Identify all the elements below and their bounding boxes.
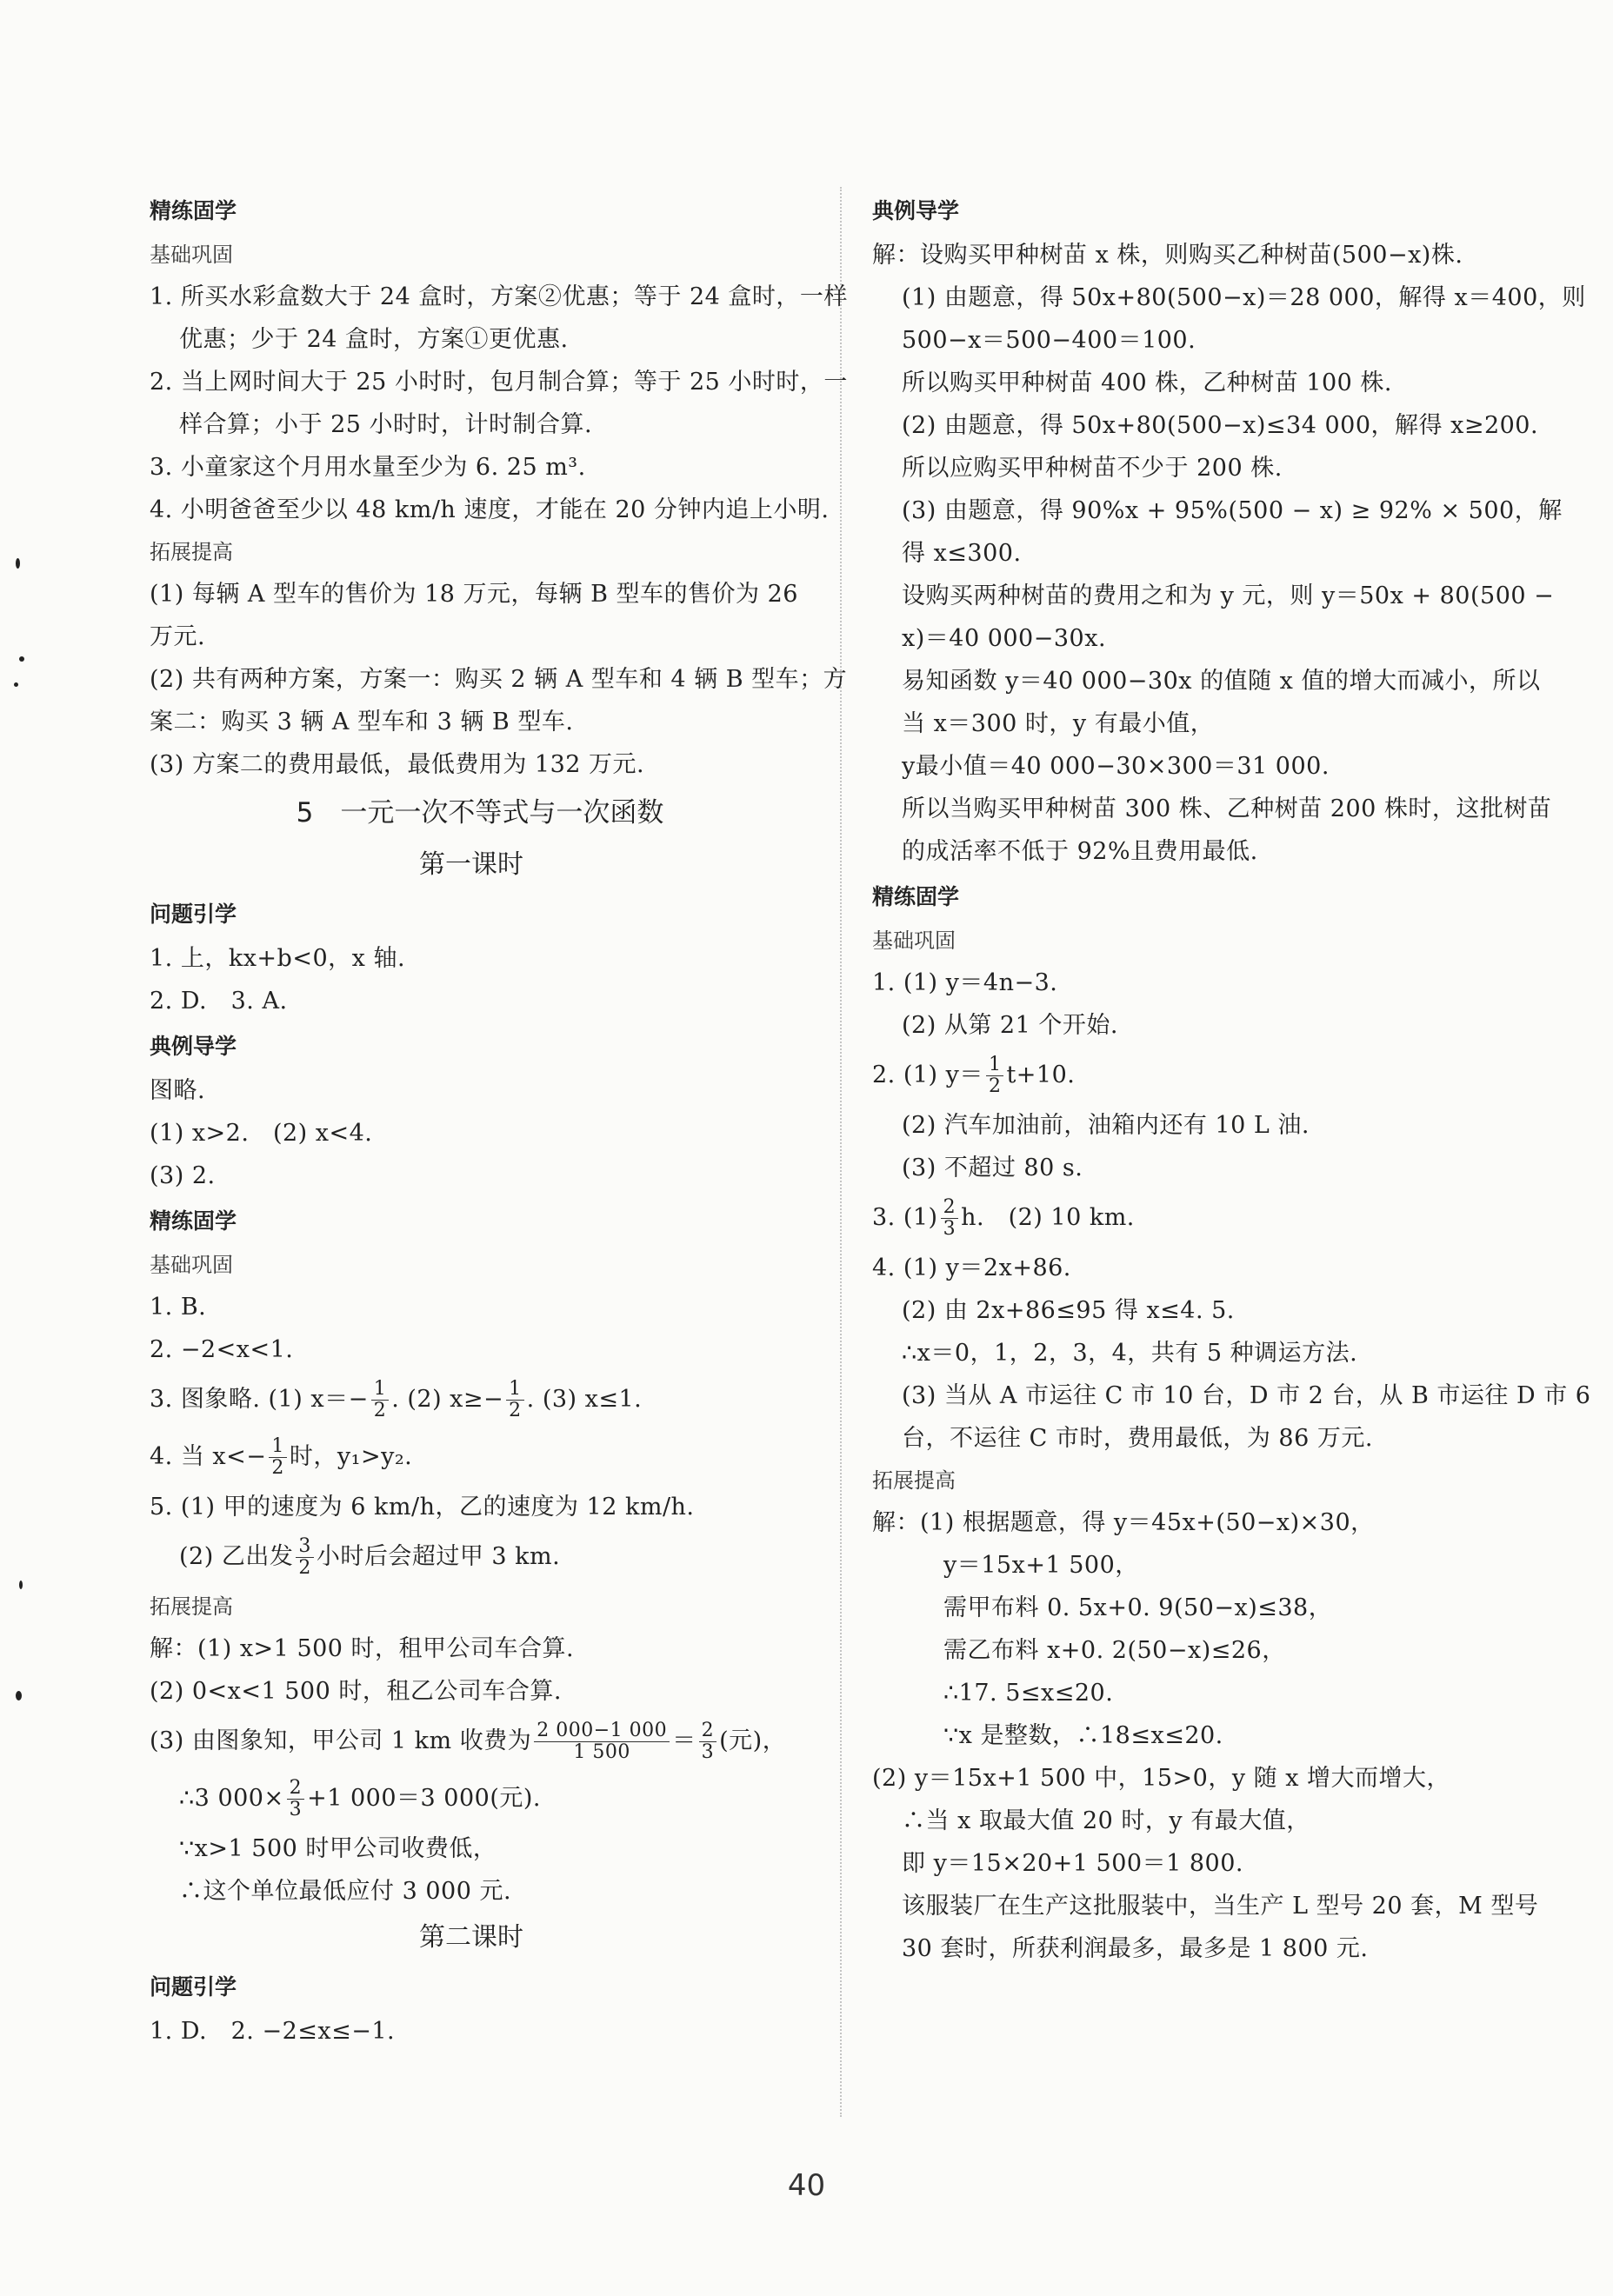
answer-line: 案二：购买 3 辆 A 型车和 3 辆 B 型车. bbox=[150, 709, 574, 735]
answer-line: (2) 从第 21 个开始. bbox=[902, 1012, 1118, 1039]
answer-line: (3) 不超过 80 s. bbox=[902, 1155, 1083, 1181]
text-segment: t+10. bbox=[1006, 1061, 1076, 1088]
fraction-denominator: 3 bbox=[289, 1799, 303, 1820]
scan-speck bbox=[16, 558, 20, 569]
text-segment: 时，y₁>y₂. bbox=[289, 1443, 413, 1470]
fraction bbox=[534, 1720, 670, 1763]
text-segment: 3. 图象略. (1) x＝− bbox=[150, 1386, 369, 1413]
answer-line: 得 x≤300. bbox=[902, 540, 1022, 567]
fraction bbox=[699, 1720, 717, 1763]
text-segment: (元)， bbox=[719, 1727, 787, 1754]
answer-line: (2) 由 2x+86≤95 得 x≤4. 5. bbox=[902, 1297, 1235, 1324]
answer-line bbox=[150, 1770, 828, 1827]
text-segment: h. (2) 10 km. bbox=[961, 1204, 1135, 1231]
answer-line: 所以当购买甲种树苗 300 株、乙种树苗 200 株时，这批树苗 bbox=[902, 795, 1552, 822]
answer-line: x)＝40 000−30x. bbox=[902, 625, 1107, 652]
answer-line: 优惠；少于 24 盒时，方案①更优惠. bbox=[179, 326, 569, 353]
fraction-numerator: 2 bbox=[941, 1197, 959, 1219]
fraction-denominator: 2 bbox=[988, 1075, 1002, 1097]
section-title: 5 一元一次不等式与一次函数 bbox=[296, 797, 664, 829]
text-segment: 4. 当 x<− bbox=[150, 1443, 267, 1470]
fraction-numerator: 3 bbox=[296, 1536, 314, 1558]
answer-line: 当 x＝300 时，y 有最小值， bbox=[902, 710, 1215, 737]
answer-line: (3) 方案二的费用最低，最低费用为 132 万元. bbox=[150, 751, 645, 778]
page-number: 40 bbox=[787, 2168, 826, 2203]
answer-line: 所以应购买甲种树苗不少于 200 株. bbox=[902, 455, 1283, 482]
answer-line: ∴这个单位最低应付 3 000 元. bbox=[179, 1878, 512, 1905]
answer-line bbox=[150, 1528, 828, 1586]
answer-line: 的成活率不低于 92%且费用最低. bbox=[902, 838, 1258, 865]
answer-line: (2) 汽车加油前，油箱内还有 10 L 油. bbox=[902, 1112, 1310, 1139]
heading-practice: 精练固学 bbox=[150, 1208, 237, 1234]
answer-line bbox=[872, 1189, 1559, 1247]
answer-line: (1) x>2. (2) x<4. bbox=[150, 1120, 373, 1147]
fraction-numerator: 1 bbox=[986, 1055, 1004, 1076]
answer-line: 30 套时，所获利润最多，最多是 1 800 元. bbox=[902, 1935, 1369, 1962]
answer-line bbox=[150, 1371, 828, 1428]
answer-line: 1. (1) y＝4n−3. bbox=[872, 969, 1058, 996]
fraction bbox=[506, 1379, 524, 1421]
lesson-title: 第一课时 bbox=[419, 849, 523, 880]
fraction bbox=[986, 1055, 1004, 1097]
fraction bbox=[371, 1379, 390, 1421]
fraction-numerator: 1 bbox=[506, 1379, 524, 1401]
answer-line: 该服装厂在生产这批服装中，当生产 L 型号 20 套，M 型号 bbox=[902, 1893, 1539, 1920]
fraction-denominator: 2 bbox=[509, 1400, 522, 1421]
left-column bbox=[150, 187, 848, 2053]
text-segment: ＝ bbox=[672, 1727, 697, 1754]
answer-line: 所以购买甲种树苗 400 株，乙种树苗 100 株. bbox=[902, 369, 1392, 396]
fraction bbox=[296, 1536, 314, 1579]
heading-examples: 典例导学 bbox=[872, 198, 960, 223]
heading-practice: 精练固学 bbox=[872, 884, 960, 909]
scan-speck bbox=[19, 1581, 23, 1589]
answer-line: 1. B. bbox=[150, 1294, 207, 1321]
answer-line: 1. 上，kx+b<0，x 轴. bbox=[150, 945, 406, 972]
column-divider bbox=[840, 187, 842, 2117]
answer-line: 台，不运往 C 市时，费用最低，为 86 万元. bbox=[902, 1425, 1373, 1452]
text-segment: ∴3 000× bbox=[179, 1785, 284, 1812]
subheading-basic: 基础巩固 bbox=[150, 1253, 233, 1277]
text-segment: (2) 乙出发 bbox=[179, 1543, 294, 1570]
answer-line: (3) 2. bbox=[150, 1162, 216, 1189]
answer-line: 解：(1) x>1 500 时，租甲公司车合算. bbox=[150, 1635, 575, 1662]
answer-line: 4. (1) y＝2x+86. bbox=[872, 1254, 1071, 1281]
fraction-denominator: 3 bbox=[943, 1218, 956, 1240]
answer-line: 2. 当上网时间大于 25 小时时，包月制合算；等于 25 小时时，一 bbox=[150, 369, 848, 396]
text-segment: 小时后会超过甲 3 km. bbox=[316, 1543, 561, 1570]
answer-line: 解：设购买甲种树苗 x 株，则购买乙种树苗(500−x)株. bbox=[872, 242, 1463, 269]
text-segment: 3. (1) bbox=[872, 1204, 938, 1231]
heading-practice: 精练固学 bbox=[150, 198, 237, 223]
answer-line: 需乙布料 x+0. 2(50−x)≤26， bbox=[943, 1637, 1286, 1664]
fraction bbox=[269, 1436, 287, 1479]
answer-line bbox=[872, 1047, 1559, 1104]
answer-line: 万元. bbox=[150, 623, 206, 650]
answer-line: (3) 当从 A 市运往 C 市 10 台，D 市 2 台，从 B 市运往 D 市 6 bbox=[902, 1382, 1591, 1409]
heading-questions: 问题引学 bbox=[150, 1974, 237, 2000]
answer-line: 1. D. 2. −2≤x≤−1. bbox=[150, 2018, 396, 2045]
answer-line: 即 y＝15×20+1 500＝1 800. bbox=[902, 1850, 1243, 1877]
lesson-title: 第二课时 bbox=[419, 1922, 523, 1953]
scan-speck bbox=[19, 656, 24, 662]
fraction-numerator: 2 bbox=[699, 1720, 717, 1742]
scan-speck bbox=[16, 1691, 22, 1700]
answer-line bbox=[150, 1428, 828, 1486]
subheading-basic: 基础巩固 bbox=[150, 243, 233, 267]
subheading-basic: 基础巩固 bbox=[872, 928, 956, 953]
answer-line: 图略. bbox=[150, 1077, 206, 1104]
text-segment: (3) 由图象知，甲公司 1 km 收费为 bbox=[150, 1727, 532, 1754]
answer-line: 2. −2<x<1. bbox=[150, 1336, 294, 1363]
fraction-numerator: 2 000−1 000 bbox=[534, 1720, 670, 1742]
answer-line: 解：(1) 根据题意，得 y＝45x+(50−x)×30， bbox=[872, 1509, 1375, 1536]
answer-line: y最小值＝40 000−30×300＝31 000. bbox=[902, 753, 1330, 780]
answer-line: 设购买两种树苗的费用之和为 y 元，则 y＝50x + 80(500 − bbox=[902, 582, 1555, 609]
answer-line: (3) 由题意，得 90%x + 95%(500 − x) ≥ 92% × 500，解 bbox=[902, 497, 1563, 524]
fraction bbox=[287, 1778, 305, 1820]
answer-line: (2) 0<x<1 500 时，租乙公司车合算. bbox=[150, 1678, 562, 1705]
answer-line: ∴x＝0，1，2，3，4，共有 5 种调运方法. bbox=[902, 1340, 1358, 1367]
text-segment: . (3) x≤1. bbox=[526, 1386, 643, 1413]
fraction bbox=[941, 1197, 959, 1240]
answer-line: (1) 由题意，得 50x+80(500−x)＝28 000，解得 x＝400，则 bbox=[902, 284, 1586, 311]
answer-line: 2. D. 3. A. bbox=[150, 988, 288, 1015]
fraction-denominator: 2 bbox=[271, 1457, 284, 1479]
answer-line: (2) 由题意，得 50x+80(500−x)≤34 000，解得 x≥200. bbox=[902, 412, 1539, 439]
answer-line: 需甲布料 0. 5x+0. 9(50−x)≤38， bbox=[943, 1594, 1333, 1621]
answer-line: 5. (1) 甲的速度为 6 km/h，乙的速度为 12 km/h. bbox=[150, 1494, 695, 1521]
heading-questions: 问题引学 bbox=[150, 902, 237, 927]
subheading-extension: 拓展提高 bbox=[150, 540, 233, 564]
fraction-denominator: 1 500 bbox=[573, 1741, 630, 1763]
fraction-denominator: 3 bbox=[701, 1741, 715, 1763]
right-column bbox=[872, 187, 1591, 1970]
answer-line: 4. 小明爸爸至少以 48 km/h 速度，才能在 20 分钟内追上小明. bbox=[150, 496, 830, 523]
fraction-numerator: 1 bbox=[269, 1436, 287, 1458]
answer-line bbox=[150, 1713, 828, 1770]
answer-line: ∴17. 5≤x≤20. bbox=[943, 1680, 1114, 1707]
answer-line: (2) y＝15x+1 500 中，15>0，y 随 x 增大而增大， bbox=[872, 1765, 1451, 1792]
answer-line: y＝15x+1 500， bbox=[943, 1552, 1139, 1579]
subheading-extension: 拓展提高 bbox=[872, 1468, 956, 1493]
text-segment: . (2) x≥− bbox=[391, 1386, 504, 1413]
answer-line: 易知函数 y＝40 000−30x 的值随 x 值的增大而减小，所以 bbox=[902, 668, 1541, 695]
heading-examples: 典例导学 bbox=[150, 1034, 237, 1059]
answer-line: ∴当 x 取最大值 20 时，y 有最大值， bbox=[902, 1807, 1310, 1834]
text-segment: +1 000＝3 000(元). bbox=[307, 1785, 541, 1812]
fraction-numerator: 2 bbox=[287, 1778, 305, 1800]
fraction-numerator: 1 bbox=[371, 1379, 390, 1401]
scan-speck bbox=[14, 682, 18, 687]
answer-line: (2) 共有两种方案，方案一：购买 2 辆 A 型车和 4 辆 B 型车；方 bbox=[150, 666, 848, 693]
fraction-denominator: 2 bbox=[373, 1400, 387, 1421]
answer-line: 500−x＝500−400＝100. bbox=[902, 327, 1196, 354]
answer-line: 样合算；小于 25 小时时，计时制合算. bbox=[179, 411, 593, 438]
answer-line: 3. 小童家这个月用水量至少为 6. 25 m³. bbox=[150, 454, 586, 481]
answer-line: (1) 每辆 A 型车的售价为 18 万元，每辆 B 型车的售价为 26 bbox=[150, 581, 798, 608]
fraction-denominator: 2 bbox=[298, 1557, 311, 1579]
answer-line: ∵x 是整数，∴18≤x≤20. bbox=[943, 1722, 1223, 1749]
answer-line: 1. 所买水彩盒数大于 24 盒时，方案②优惠；等于 24 盒时，一样 bbox=[150, 283, 848, 310]
text-segment: 2. (1) y＝ bbox=[872, 1061, 983, 1088]
subheading-extension: 拓展提高 bbox=[150, 1594, 233, 1619]
answer-line: ∵x>1 500 时甲公司收费低， bbox=[179, 1835, 497, 1862]
